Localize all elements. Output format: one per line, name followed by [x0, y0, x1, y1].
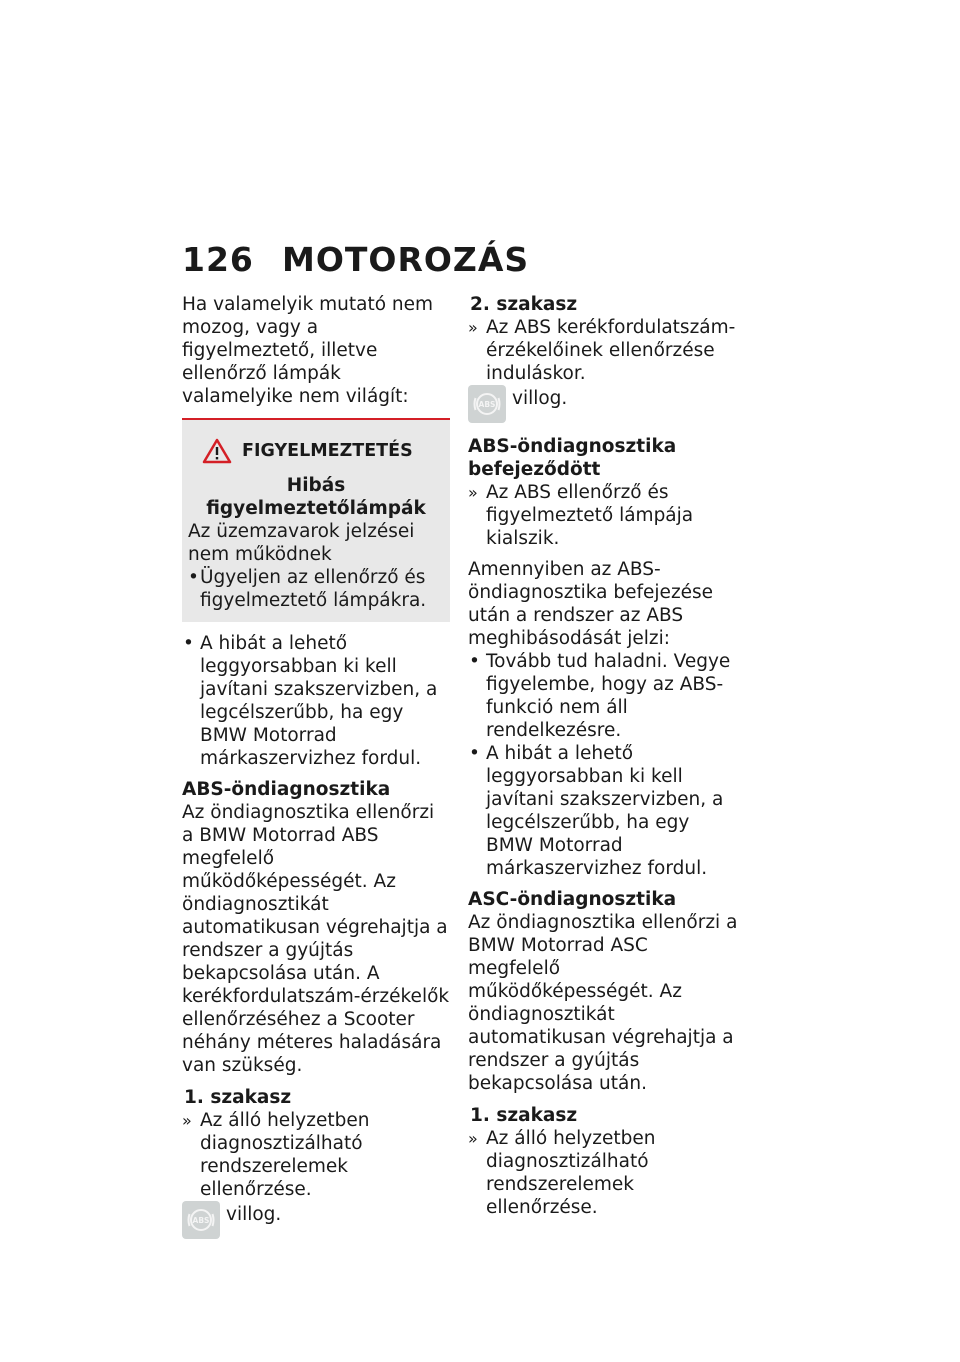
intro-text: Ha valamelyik mutató nem mozog, vagy a figyelmeztető, illetve ellenőrző lámpák valamelyike nem világít: [182, 294, 434, 407]
bullet-dot-icon: • [183, 633, 194, 654]
list-item [468, 650, 738, 742]
warning-triangle-icon [202, 438, 232, 464]
warning-body: Az üzemzavarok jelzései nem működnek [188, 521, 415, 565]
step-heading: 2. szakasz [470, 294, 578, 315]
step-item-text: Az ABS kerékfordulatszám-érzékelőinek ellenőrzése induláskor. [486, 317, 736, 384]
section-heading-asc: ASC-öndiagnosztika [468, 889, 677, 910]
warning-title-row [202, 438, 444, 464]
lamp-status-text: villog. [226, 1204, 282, 1225]
warning-bullet-text: Ügyeljen az ellenőrző és figyelmeztető lámpákra. [200, 567, 427, 611]
double-chevron-icon: » [468, 483, 478, 502]
lamp-status-text: villog. [512, 388, 568, 409]
warning-bullet [188, 566, 444, 612]
abs-text: Az öndiagnosztika ellenőrzi a BMW Motorrad ABS megfelelő működőképességét. Az öndiagnosztikát automatikusan végrehajtja a rendszer a gyújtás bekapcsolása után. A kerékfordulatszám-érzékelők ellenőrzéséhez a Scooter néhány méteres haladására van szükség. [182, 802, 450, 1076]
list-item-text: Tovább tud haladni. Vegye figyelembe, hogy az ABS-funkció nem áll rendelkezésre. [486, 651, 731, 741]
list-item [468, 742, 738, 880]
warning-box [182, 418, 450, 622]
chapter-title: MOTOROZÁS [282, 240, 530, 279]
svg-text:ABS: ABS [478, 400, 496, 409]
abs-lamp-icon [182, 1201, 220, 1239]
double-chevron-icon: » [468, 1129, 478, 1148]
double-chevron-icon: » [468, 318, 478, 337]
svg-text:ABS: ABS [192, 1216, 210, 1225]
step-item-text: Az ABS ellenőrző és figyelmeztető lámpája kialszik. [486, 482, 694, 549]
list-item-text: A hibát a lehető leggyorsabban ki kell javítani szakszervizben, a legcélszerűbb, ha egy BMW Motorrad márkaszervizhez fordul. [486, 743, 724, 879]
abs-lamp-icon [468, 385, 506, 423]
step-item-text: Az álló helyzetben diagnosztizálható rendszerelemek ellenőrzése. [200, 1110, 370, 1200]
step-heading: 1. szakasz [184, 1087, 292, 1108]
left-column [182, 293, 450, 1251]
step-item [468, 1127, 738, 1219]
warning-title: FIGYELMEZTETÉS [242, 440, 413, 461]
list-item [182, 632, 450, 770]
bullet-dot-icon: • [469, 743, 480, 764]
abs-lamp-row [468, 385, 738, 423]
warning-subtitle: Hibás figyelmeztetőlámpák [206, 475, 426, 519]
step-item [468, 316, 738, 385]
page-header [182, 240, 529, 279]
abs-fault-text: Amennyiben az ABS-öndiagnosztika befejezése után a rendszer az ABS meghibásodását jelzi: [468, 559, 714, 649]
step-item-text: Az álló helyzetben diagnosztizálható rendszerelemek ellenőrzése. [486, 1128, 656, 1218]
asc-text: Az öndiagnosztika ellenőrzi a BMW Motorrad ASC megfelelő működőképességét. Az öndiagnosztikát automatikusan végrehajtja a rendszer a gyújtás bekapcsolása után. [468, 912, 738, 1094]
bullet-dot-icon: • [469, 651, 480, 672]
step-item [182, 1109, 450, 1201]
section-heading-abs: ABS-öndiagnosztika [182, 779, 391, 800]
double-chevron-icon: » [182, 1111, 192, 1130]
section-heading-abs-done: ABS-öndiagnosztika befejeződött [468, 436, 677, 480]
right-column [468, 293, 738, 1219]
page-number: 126 [182, 240, 254, 279]
bullet-dot-icon: • [188, 567, 199, 588]
abs-lamp-row [182, 1201, 450, 1239]
list-item-text: A hibát a lehető leggyorsabban ki kell javítani szakszervizben, a legcélszerűbb, ha egy BMW Motorrad márkaszervizhez fordul. [200, 633, 438, 769]
step-heading: 1. szakasz [470, 1105, 578, 1126]
step-item [468, 481, 738, 550]
